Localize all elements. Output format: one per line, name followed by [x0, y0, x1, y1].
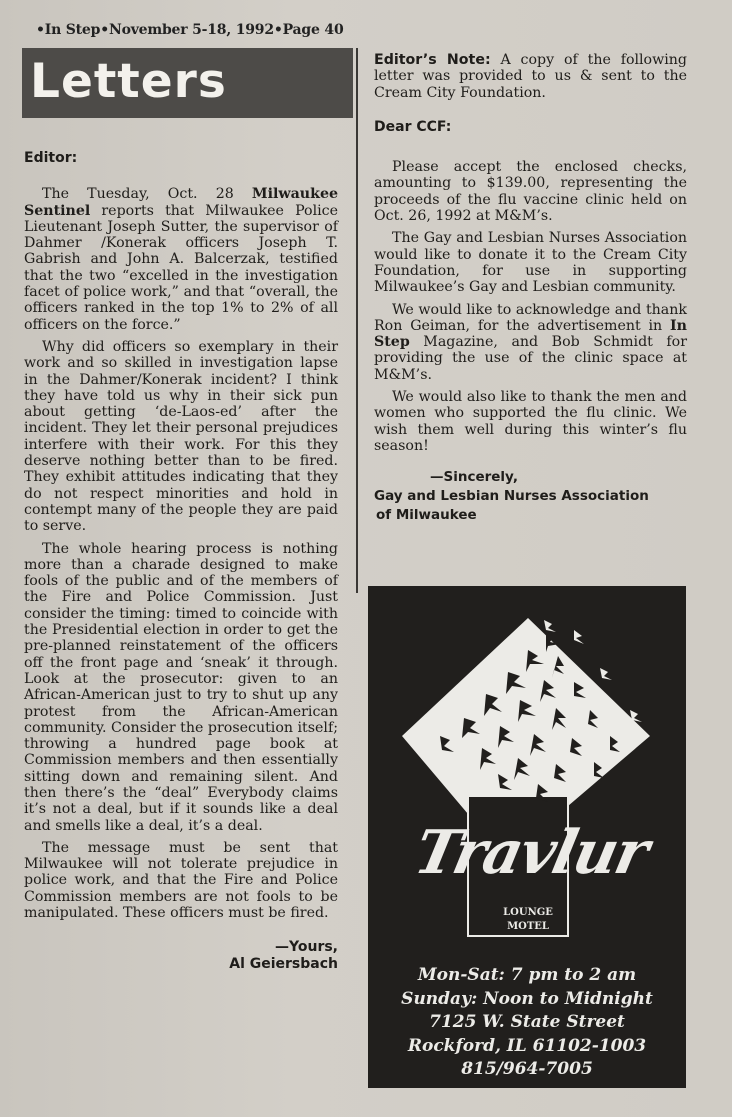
paragraph-text: We would like to acknowledge and thank Ron Geiman, for the advertisement in	[374, 301, 687, 334]
ad-info	[368, 964, 686, 1082]
letter-paragraph: The Gay and Lesbian Nurses Association would like to donate it to the Cream City Foundation, for use in supporting Milwaukee’s Gay and Lesbian community.	[374, 230, 687, 296]
paragraph-text: reports that Milwaukee Police Lieutenant Joseph Sutter, the supervisor of Dahmer /Konerak officers Joseph T. Gabrish and John A. Balcerzak, testified that the two “excelled in the investigation facet of police work,” and that “overall, the officers ranked in the top 1% to 2% of all officers on the force.”	[24, 202, 338, 333]
letter-signer-line2: of Milwaukee	[376, 507, 477, 524]
ad-sub-motel: MOTEL	[507, 921, 549, 932]
letter-paragraph: The message must be sent that Milwaukee will not tolerate prejudice in police work, and that the Fire and Police Commission members are not fools to be manipulated. These officers must be fired.	[24, 839, 338, 922]
letter-ccf	[374, 52, 687, 525]
letter-closing	[24, 939, 338, 973]
ad-hours-sunday: Sunday: Noon to Midnight	[401, 988, 653, 1009]
ad-hours-weekday: Mon-Sat: 7 pm to 2 am	[417, 965, 637, 985]
advertisement-travlur	[368, 586, 686, 1088]
column-divider	[356, 48, 358, 593]
section-masthead	[22, 48, 353, 118]
ad-subtitle	[486, 906, 570, 934]
ad-city: Rockford, IL 61102-1003	[407, 1035, 647, 1056]
paragraph-text: Magazine, and Bob Schmidt for providing the use of the clinic space at M&M’s.	[374, 334, 687, 383]
letter-paragraph: Please accept the enclosed checks, amounting to $139.00, representing the proceeds of the flu vaccine clinic held on Oct. 26, 1992 at M&M’s.	[374, 159, 687, 225]
paragraph-text: The Tuesday, Oct. 28	[42, 186, 252, 203]
letter-signer-line1: Gay and Lesbian Nurses Association	[374, 488, 649, 505]
letter-paragraph: We would also like to thank the men and women who supported the flu clinic. We wish them well during this winter’s flu season!	[374, 389, 687, 454]
letter-paragraph	[374, 302, 687, 383]
letter-editor	[24, 150, 338, 973]
section-title: Letters	[30, 54, 227, 109]
letter-salutation: Dear CCF:	[374, 118, 452, 135]
editors-note	[374, 52, 687, 101]
ad-brand-logo: Travlur	[408, 818, 654, 888]
letter-paragraph	[24, 186, 338, 333]
newspaper-name: Milwaukee Sentinel	[24, 186, 338, 219]
closing-word: —Sincerely,	[430, 469, 518, 486]
ad-phone: 815/964-7005	[461, 1059, 593, 1079]
ad-sub-lounge: LOUNGE	[503, 907, 553, 918]
closing-word: —Yours,	[275, 939, 338, 956]
magazine-name: In Step	[374, 317, 687, 351]
letter-signature	[374, 468, 687, 525]
ad-address: 7125 W. State Street	[429, 1012, 625, 1032]
letter-salutation: Editor:	[24, 150, 78, 166]
letter-signer: Al Geiersbach	[229, 956, 338, 973]
editors-note-label: Editor’s Note:	[374, 52, 491, 68]
page-folio: •In Step•November 5-18, 1992•Page 40	[36, 22, 344, 38]
editors-note-text: A copy of the following letter was provided to us & sent to the Cream City Foundation.	[374, 52, 687, 101]
letter-paragraph: Why did officers so exemplary in their work and so skilled in investigation lapse in the Dahmer/Konerak incident? I think they have told us why in their sick pun about getting ‘de-Laos-ed’ after the incident. They let their personal prejudices interfere with their work. For this they deserve nothing better than to be fired. They exhibit attitudes indicating that they do not respect minorities and hold in contempt many of the people they are paid to serve.	[24, 338, 338, 535]
letter-paragraph: The whole hearing process is nothing more than a charade designed to make fools of the public and of the members of the Fire and Police Commission. Just consider the timing: timed to coincide with the Presidential election in order to get the pre-planned reinstatement of the officers off the front page and ‘sneak’ it through. Look at the prosecutor: given to an African-American just to try to shut up any protest from the African-American community. Consider the prosecution itself; throwing a hundred page book at Commission members and then essentially sitting down and remaining silent. And then there’s the “deal” Everybody claims it’s not a deal, but if it sounds like a deal and smells like a deal, it’s a deal.	[24, 540, 339, 834]
